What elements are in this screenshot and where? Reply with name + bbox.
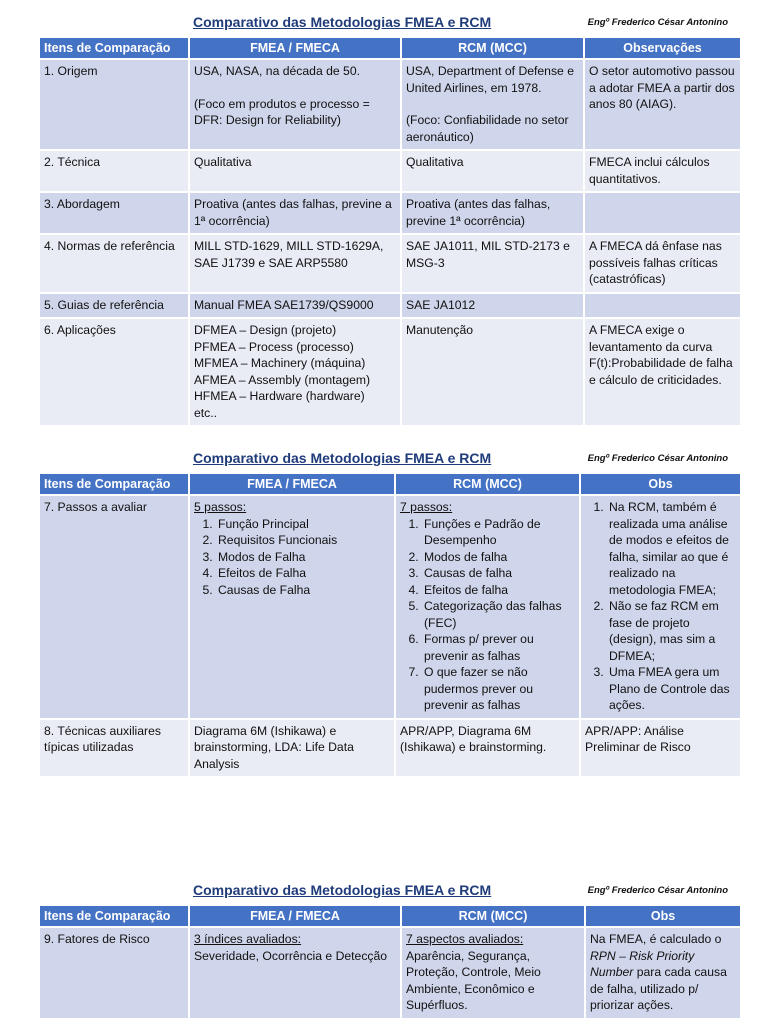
row-item-label: 8. Técnicas auxiliares típicas utilizadas [40, 719, 189, 777]
list-item: 5. Categorização das falhas (FEC) [422, 598, 575, 631]
row-rcm-cell: APR/APP, Diagrama 6M (Ishikawa) e brainstorming. [395, 719, 580, 777]
table-row [40, 150, 740, 192]
row-fmea-cell: Qualitativa [189, 150, 401, 192]
row-item-label: 4. Normas de referência [40, 234, 189, 293]
cell-text: USA, Department of Defense e United Airlines, em 1978. [406, 64, 575, 95]
row-rcm-cell: SAE JA1011, MIL STD-2173 e MSG-3 [401, 234, 584, 293]
row-item-label: 3. Abordagem [40, 192, 189, 234]
table-header-row [40, 38, 740, 59]
cell-text: Na FMEA, é calculado o [590, 932, 722, 946]
cell-line: DFMEA – Design (projeto) [194, 323, 337, 337]
row-rcm-cell: SAE JA1012 [401, 293, 584, 319]
row-fmea-cell [189, 927, 401, 1018]
comparison-table-3 [40, 906, 740, 1018]
comparison-section-2 [40, 448, 740, 776]
list-item: 5. Causas de Falha [216, 582, 390, 599]
table-header-row [40, 906, 740, 927]
row-fmea-cell: Diagrama 6M (Ishikawa) e brainstorming, LDA: Life Data Analysis [189, 719, 395, 777]
list-item: 1. Funções e Padrão de Desempenho [422, 516, 575, 549]
table-row [40, 293, 740, 319]
list-item: 3. Uma FMEA gera um Plano de Controle das ações. [607, 664, 736, 714]
section-header [40, 12, 740, 38]
table-row [40, 495, 740, 719]
list-item: 2. Modos de falha [422, 549, 575, 566]
cell-line: HFMEA – Hardware (hardware) [194, 389, 365, 403]
steps-list [194, 516, 390, 599]
list-item: 2. Não se faz RCM em fase de projeto (design), mas sim a DFMEA; [607, 598, 736, 664]
list-item: 1. Na RCM, também é realizada uma análise de modos e efeitos de falha, similar ao que é realizado na metodologia FMEA; [607, 499, 736, 598]
comparison-table-2 [40, 474, 740, 776]
list-item: 3. Causas de falha [422, 565, 575, 582]
header-obs: Observações [584, 38, 740, 59]
table-row [40, 192, 740, 234]
table-row [40, 719, 740, 777]
comparison-section-3 [40, 880, 740, 1018]
row-fmea-cell [189, 495, 395, 719]
cell-line: MFMEA – Machinery (máquina) [194, 356, 366, 370]
row-rcm-cell: Manutenção [401, 318, 584, 425]
table-row [40, 234, 740, 293]
obs-list [585, 499, 736, 714]
row-rcm-cell [401, 927, 585, 1018]
row-fmea-cell [189, 59, 401, 150]
table-row [40, 59, 740, 150]
row-rcm-cell [401, 59, 584, 150]
row-item-label: 5. Guias de referência [40, 293, 189, 319]
header-items: Itens de Comparação [40, 906, 189, 927]
header-rcm: RCM (MCC) [395, 474, 580, 495]
cell-line: etc.. [194, 405, 218, 420]
factors-heading: 3 índices avaliados: [194, 932, 302, 946]
author-credit: Engº Frederico César Antonino [587, 885, 728, 896]
section-header [40, 880, 740, 906]
author-credit: Engº Frederico César Antonino [587, 17, 728, 28]
header-rcm: RCM (MCC) [401, 38, 584, 59]
row-obs-cell: A FMECA exige o levantamento da curva F(t):Probabilidade de falha e cálculo de criticidades. [584, 318, 740, 425]
list-item: 2. Requisitos Funcionais [216, 532, 390, 549]
row-obs-cell: A FMECA dá ênfase nas possíveis falhas críticas (catastróficas) [584, 234, 740, 293]
header-fmea: FMEA / FMECA [189, 474, 395, 495]
section-title: Comparativo das Metodologias FMEA e RCM [193, 450, 492, 466]
row-rcm-cell [395, 495, 580, 719]
row-obs-cell [585, 927, 740, 1018]
header-fmea: FMEA / FMECA [189, 906, 401, 927]
row-item-label: 7. Passos a avaliar [40, 495, 189, 719]
row-fmea-cell: MILL STD-1629, MILL STD-1629A, SAE J1739 e SAE ARP5580 [189, 234, 401, 293]
list-item: 6. Formas p/ prever ou prevenir as falhas [422, 631, 575, 664]
steps-list [400, 516, 575, 714]
header-rcm: RCM (MCC) [401, 906, 585, 927]
table-header-row [40, 474, 740, 495]
row-obs-cell [580, 495, 740, 719]
section-header [40, 448, 740, 474]
cell-text: USA, NASA, na década de 50. [194, 64, 360, 78]
factors-heading: 7 aspectos avaliados: [406, 932, 524, 946]
section-title: Comparativo das Metodologias FMEA e RCM [193, 14, 492, 30]
header-obs: Obs [580, 474, 740, 495]
cell-text: (Foco: Confiabilidade no setor aeronáutico) [406, 113, 569, 144]
row-fmea-cell: Manual FMEA SAE1739/QS9000 [189, 293, 401, 319]
cell-text: para cada causa de falha, utilizado p/ priorizar ações. [590, 965, 727, 1012]
comparison-section-1 [40, 12, 740, 425]
cell-text: (Foco em produtos e processo = DFR: Design for Reliability) [194, 96, 370, 127]
row-item-label: 9. Fatores de Risco [40, 927, 189, 1018]
table-row [40, 318, 740, 425]
table-row [40, 927, 740, 1018]
row-rcm-cell: Proativa (antes das falhas, previne 1ª ocorrência) [401, 192, 584, 234]
section-title: Comparativo das Metodologias FMEA e RCM [193, 882, 492, 898]
steps-heading: 7 passos: [400, 500, 453, 514]
row-fmea-cell [189, 318, 401, 425]
list-item: 4. Efeitos de falha [422, 582, 575, 599]
row-obs-cell [584, 293, 740, 319]
comparison-table-1 [40, 38, 740, 425]
author-credit: Engº Frederico César Antonino [587, 453, 728, 464]
cell-text: Aparência, Segurança, Proteção, Controle, Meio Ambiente, Econômico e Supérfluos. [406, 948, 541, 1012]
steps-heading: 5 passos: [194, 500, 247, 514]
row-rcm-cell: Qualitativa [401, 150, 584, 192]
row-item-label: 2. Técnica [40, 150, 189, 192]
header-items: Itens de Comparação [40, 474, 189, 495]
row-obs-cell [584, 192, 740, 234]
header-items: Itens de Comparação [40, 38, 189, 59]
rpn-term: RPN – Risk Priority Number [590, 948, 695, 979]
list-item: 3. Modos de Falha [216, 549, 390, 566]
row-obs-cell: O setor automotivo passou a adotar FMEA a partir dos anos 80 (AIAG). [584, 59, 740, 150]
row-fmea-cell: Proativa (antes das falhas, previne a 1ª ocorrência) [189, 192, 401, 234]
header-obs: Obs [585, 906, 740, 927]
row-obs-cell: FMECA inclui cálculos quantitativos. [584, 150, 740, 192]
list-item: 1. Função Principal [216, 516, 390, 533]
cell-line: AFMEA – Assembly (montagem) [194, 372, 371, 387]
row-item-label: 6. Aplicações [40, 318, 189, 425]
list-item: 7. O que fazer se não pudermos prever ou prevenir as falhas [422, 664, 575, 714]
header-fmea: FMEA / FMECA [189, 38, 401, 59]
cell-text: Severidade, Ocorrência e Detecção [194, 948, 388, 963]
row-obs-cell: APR/APP: Análise Preliminar de Risco [580, 719, 740, 777]
list-item: 4. Efeitos de Falha [216, 565, 390, 582]
cell-line: PFMEA – Process (processo) [194, 339, 354, 354]
row-item-label: 1. Origem [40, 59, 189, 150]
